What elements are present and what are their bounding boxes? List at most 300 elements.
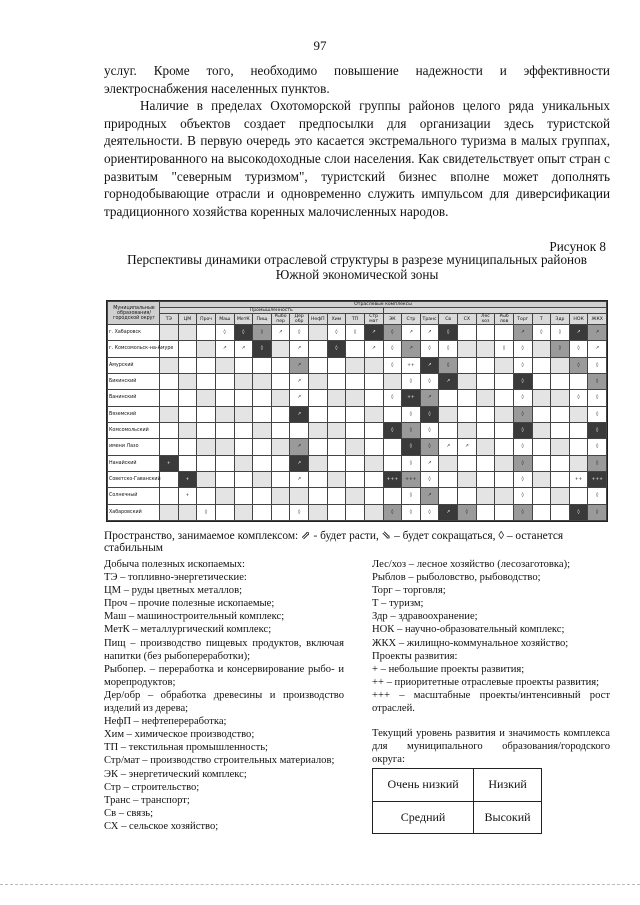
matrix-cell [160,325,179,341]
matrix-cell [346,422,365,438]
matrix-cell: ↗ [588,325,607,341]
matrix-cell [532,406,551,422]
matrix-cell [439,455,458,471]
row-label: Хабаровский [108,504,160,520]
abbreviation-item: Проекты развития: [372,650,458,662]
matrix-cell [364,488,383,504]
matrix-cell [253,406,272,422]
industry-header: Промышленность [160,308,384,314]
matrix-cell [309,471,328,487]
page-bottom-edge [0,884,640,885]
matrix-cell: ◊ [420,406,439,422]
matrix-cell: ◊ [513,455,532,471]
column-header: Проч [197,314,216,325]
column-header: Т [532,314,551,325]
matrix-cell [197,455,216,471]
matrix-cell: ◊ [551,325,570,341]
matrix-cell: ↗ [569,325,588,341]
matrix-cell [495,455,514,471]
matrix-cell [569,422,588,438]
matrix-cell: ↗ [420,325,439,341]
abbreviation-item: НефП – нефтепереработка; [104,716,227,728]
matrix-cell [495,325,514,341]
matrix-cell [364,390,383,406]
matrix-cell [234,471,253,487]
matrix-cell [309,439,328,455]
matrix-cell [197,439,216,455]
matrix-cell [215,504,234,520]
level-note: Текущий уровень развития и значимость комплекса для муниципального образования/городского округа: [372,728,610,766]
matrix-cell [346,341,365,357]
matrix-cell: ◊ [420,439,439,455]
matrix-cell [476,455,495,471]
matrix-cell [532,504,551,520]
matrix-cell [197,341,216,357]
matrix-cell [532,471,551,487]
matrix-cell: ◊ [588,488,607,504]
matrix-cell [327,488,346,504]
matrix-cell [551,488,570,504]
matrix-cell [309,373,328,389]
figure-label: Рисунок 8 [549,239,606,254]
matrix-cell: ◊ [513,471,532,487]
matrix-cell: +++ [383,471,402,487]
matrix-cell [476,439,495,455]
matrix-cell: ◊ [234,325,253,341]
matrix-cell [532,439,551,455]
row-label: Солнечный [108,488,160,504]
matrix-cell [290,488,309,504]
matrix-cell [197,422,216,438]
matrix-cell: ↗ [420,455,439,471]
matrix-cell [309,357,328,373]
matrix-cell [253,357,272,373]
matrix-cell [346,488,365,504]
column-header: Транс [420,314,439,325]
matrix-cell [197,357,216,373]
matrix-cell: ↗ [439,439,458,455]
matrix-cell [253,504,272,520]
matrix-cell: ++ [402,357,421,373]
matrix-cell: ◊ [383,422,402,438]
matrix-cell [383,406,402,422]
matrix-cell: ◊ [588,373,607,389]
matrix-cell: ↗ [420,357,439,373]
abbreviation-item: Лес/хоз – лесное хозяйство (лесозаготовка); [372,559,571,570]
paragraph: Наличие в пределах Охотоморской группы районов целого ряда уникальных природных объектов создает предпосылки для организации здесь туристской деятельности. В первую очередь это касается экстремального туризма в малых группах, ориентированного на высокодоходные слои населения. Как свидетельствует опыт стран с развитым "северным туризмом", туристский бизнес вполне может дополнять горнодобывающие отрасли и одновременно служить импульсом для диверсификации традиционного хозяйства коренных малочисленных народов. [104,98,610,219]
matrix-cell [532,341,551,357]
level-medium: Средний [373,801,474,834]
matrix-cell [309,325,328,341]
matrix-cell [495,406,514,422]
matrix-cell [495,390,514,406]
table-row [108,406,607,422]
abbreviation-item: +++ – масштабные проекты/интенсивный рост отраслей. [372,689,610,715]
matrix-cell: ↗ [290,406,309,422]
matrix-cell: ◊ [290,504,309,520]
row-label: Ванинский [108,390,160,406]
matrix-cell [253,422,272,438]
abbreviation-item: Св – связь; [104,807,154,819]
matrix-cell [160,439,179,455]
matrix-cell [271,422,290,438]
row-label: Комсомольский [108,422,160,438]
abbreviation-item: Проч – прочие полезные ископаемые; [104,598,275,610]
matrix-cell [476,488,495,504]
matrix-cell [458,422,477,438]
matrix-cell [271,455,290,471]
matrix-cell [476,357,495,373]
matrix-cell [346,455,365,471]
matrix-cell [327,471,346,487]
table-row [108,390,607,406]
matrix-cell [271,504,290,520]
matrix-cell [364,439,383,455]
matrix-cell [476,341,495,357]
matrix-cell [532,357,551,373]
row-label: Нанайский [108,455,160,471]
matrix-cell: ◊ [383,325,402,341]
abbreviation-item: Рыбопер. – переработка и консервирование рыбо- и морепродуктов; [104,663,344,688]
matrix-cell: ◊ [402,439,421,455]
matrix-cell [532,488,551,504]
matrix-cell [383,439,402,455]
matrix-cell [271,357,290,373]
abbreviation-item: Т – туризм; [372,598,424,610]
matrix-cell: ◊ [402,406,421,422]
table-row [108,357,607,373]
row-label: Бикинский [108,373,160,389]
matrix-cell [178,422,197,438]
matrix-cell [569,373,588,389]
matrix-cell: ◊ [253,325,272,341]
matrix-cell: ◊ [513,341,532,357]
matrix-cell [364,455,383,471]
abbreviation-item: НОК – научно-образовательный комплекс; [372,624,565,636]
matrix-cell [495,471,514,487]
matrix-cell [476,325,495,341]
abbreviation-item: Пищ – производство пищевых продуктов, включая напитки (без рыбопереработки); [104,637,344,662]
matrix-cell [215,390,234,406]
abbreviations-left [104,558,344,833]
paragraph: услуг. Кроме того, необходимо повышение надежности и эффективности электроснабжения населенных пунктов. [104,63,610,96]
matrix-cell: ++ [569,471,588,487]
matrix-cell: ↗ [290,455,309,471]
matrix-cell [234,390,253,406]
level-low: Низкий [474,769,542,802]
matrix-cell: ↗ [290,341,309,357]
abbreviation-item: ЖКХ – жилищно-коммунальное хозяйство; [372,637,569,649]
abbreviation-item: ЦМ – руды цветных металлов; [104,585,243,597]
matrix-cell [346,504,365,520]
matrix-cell [551,504,570,520]
column-header: Лес хоз [476,314,495,325]
matrix-cell [253,455,272,471]
matrix-cell: ◊ [513,439,532,455]
matrix-cell: ↗ [290,439,309,455]
matrix-cell [327,439,346,455]
matrix-cell [197,488,216,504]
matrix-cell [160,471,179,487]
matrix-cell [476,373,495,389]
abbreviation-item: Стр/мат – производство строительных материалов; [104,755,335,767]
matrix-cell: ◊ [439,341,458,357]
matrix-cell: ◊ [588,504,607,520]
matrix-cell [253,488,272,504]
body-text [104,62,610,220]
matrix-cell [532,373,551,389]
matrix-cell [215,488,234,504]
matrix-cell [197,406,216,422]
matrix-cell [271,406,290,422]
matrix-cell [383,455,402,471]
matrix-cell [346,439,365,455]
abbreviation-item: ++ – приоритетные отраслевые проекты развития; [372,676,600,688]
table-row [108,373,607,389]
figure-title: Перспективы динамики отраслевой структуры в разрезе муниципальных районов Южной экономической зоны [127,252,587,282]
matrix-cell [551,357,570,373]
matrix-cell [253,373,272,389]
matrix-cell: ◊ [588,422,607,438]
matrix-cell: ◊ [513,488,532,504]
matrix-cell [458,357,477,373]
matrix-cell [346,373,365,389]
matrix-cell [439,488,458,504]
matrix-cell [309,341,328,357]
matrix-cell [271,471,290,487]
matrix-cell [309,406,328,422]
row-label: г. Хабаровск [108,325,160,341]
matrix-cell: ◊ [569,357,588,373]
column-header: ЖКХ [588,314,607,325]
matrix-cell: ◊ [513,422,532,438]
matrix-cell [234,455,253,471]
column-header: ЭК [383,314,402,325]
corner-header: Муниципальные образования/ городской округ [108,302,160,325]
matrix-cell [160,373,179,389]
matrix-cell [327,504,346,520]
matrix-cell [160,488,179,504]
matrix-cell: ◊ [383,341,402,357]
matrix-cell: ↗ [513,325,532,341]
matrix-cell: ↗ [290,471,309,487]
matrix-cell: + [178,488,197,504]
matrix-cell: ◊ [569,341,588,357]
matrix-cell: ◊ [383,390,402,406]
matrix-cell [178,390,197,406]
matrix-cell: ◊ [569,504,588,520]
matrix-cell [458,488,477,504]
matrix-cell: + [178,471,197,487]
matrix-cell [271,373,290,389]
row-label: Амурский [108,357,160,373]
matrix-cell [364,471,383,487]
matrix-cell [160,357,179,373]
matrix-cell [178,504,197,520]
matrix-cell [327,422,346,438]
abbreviation-item: Добыча полезных ископаемых: [104,559,245,570]
matrix-cell: ◊ [402,422,421,438]
matrix-cell: ◊ [420,471,439,487]
table-row [108,422,607,438]
matrix-cell: ↗ [215,341,234,357]
row-label: Вяземский [108,406,160,422]
matrix-cell [160,406,179,422]
matrix-cell [383,373,402,389]
matrix-cell: ◊ [588,455,607,471]
matrix-cell: ◊ [513,390,532,406]
matrix-cell [476,422,495,438]
matrix-cell [569,455,588,471]
matrix-cell: ◊ [513,504,532,520]
matrix-cell: ◊ [402,455,421,471]
matrix-cell [309,504,328,520]
matrix-cell [178,455,197,471]
matrix-cell [532,390,551,406]
abbreviation-item: ТП – текстильная промышленность; [104,742,268,754]
matrix-cell: ◊ [495,341,514,357]
matrix-cell [271,488,290,504]
matrix-cell: ↗ [420,390,439,406]
table-row [108,341,607,357]
abbreviation-item: Хим – химическое производство; [104,729,255,741]
column-header: Пищ [253,314,272,325]
matrix-cell [234,488,253,504]
matrix-cell: ↗ [364,325,383,341]
matrix-cell [439,406,458,422]
matrix-cell: ◊ [215,325,234,341]
matrix-cell [327,357,346,373]
matrix-cell: +++ [402,471,421,487]
abbreviation-item: Рыблов – рыболовство, рыбоводство; [372,572,541,584]
matrix-cell [271,341,290,357]
matrix-cell [551,455,570,471]
matrix-cell [495,422,514,438]
matrix-cell: ↗ [402,325,421,341]
matrix-cell: ↗ [420,488,439,504]
column-header: Хим [327,314,346,325]
matrix-cell [253,390,272,406]
matrix-cell [458,373,477,389]
matrix-cell [160,422,179,438]
matrix-cell: ◊ [439,357,458,373]
table-row [108,455,607,471]
matrix-cell [495,488,514,504]
table-row [108,488,607,504]
matrix-cell [532,422,551,438]
matrix-cell: ◊ [327,341,346,357]
matrix-cell [346,390,365,406]
column-header: Св [439,314,458,325]
level-table [372,768,542,834]
matrix-cell [160,390,179,406]
matrix-cell [197,373,216,389]
matrix-cell [495,439,514,455]
matrix-cell: ◊ [458,504,477,520]
matrix-cell: ++ [402,390,421,406]
matrix-cell: ◊ [327,325,346,341]
matrix-cell: ↗ [439,373,458,389]
matrix-cell [309,390,328,406]
matrix-cell: ◊ [513,406,532,422]
matrix-cell [476,390,495,406]
matrix-cell [346,406,365,422]
matrix-cell: ◊ [383,357,402,373]
matrix-cell [215,406,234,422]
matrix-cell: ◊ [439,325,458,341]
row-label: Советско-Гаванский [108,471,160,487]
matrix-cell [551,422,570,438]
figure-legend: Пространство, занимаемое комплексом: ⇗ - будет расти, ⇘ – будет сокращаться, ◊ – останется стабильным [104,530,564,554]
column-header: Маш [215,314,234,325]
matrix-cell [253,439,272,455]
matrix-cell: ◊ [420,373,439,389]
matrix-cell: ◊ [346,325,365,341]
matrix-cell [476,471,495,487]
abbreviation-item: Маш – машиностроительный комплекс; [104,611,285,623]
matrix-cell [215,471,234,487]
matrix-cell: ◊ [383,504,402,520]
matrix-cell: ◊ [532,325,551,341]
matrix-cell [364,422,383,438]
matrix-cell [495,357,514,373]
matrix-cell [215,439,234,455]
matrix-cell [495,504,514,520]
matrix-cell: ↗ [290,373,309,389]
abbreviation-item: ТЭ – топливно-энергетические: [104,572,247,584]
matrix-cell [309,422,328,438]
column-header: Рыбо пер [271,314,290,325]
row-label: имени Лазо [108,439,160,455]
matrix-cell [458,455,477,471]
matrix-cell [178,357,197,373]
matrix-cell: ◊ [197,504,216,520]
industry-matrix [106,300,608,522]
matrix-cell [271,390,290,406]
matrix-cell [551,390,570,406]
group-header: Отраслевые комплексы [160,302,607,308]
abbreviation-item: + – небольшие проекты развития; [372,663,525,675]
column-header: Стр [402,314,421,325]
matrix-cell [458,390,477,406]
column-header: Здр [551,314,570,325]
abbreviation-item: ЭК – энергетический комплекс; [104,768,247,780]
column-header: ТП [346,314,365,325]
matrix-cell: ↗ [588,341,607,357]
matrix-cell [290,422,309,438]
matrix-cell: ◊ [588,406,607,422]
matrix-cell [234,406,253,422]
column-header: Стр мат [364,314,383,325]
matrix-cell [551,406,570,422]
table-row [108,325,607,341]
matrix-cell: ◊ [569,390,588,406]
matrix-cell [327,406,346,422]
matrix-cell [439,390,458,406]
matrix-cell [178,406,197,422]
table-row [108,504,607,520]
table-row [108,471,607,487]
matrix-cell [327,455,346,471]
matrix-cell [569,406,588,422]
matrix-cell [178,325,197,341]
matrix-cell [364,357,383,373]
matrix-cell [215,455,234,471]
column-header: ЦМ [178,314,197,325]
matrix-cell [197,471,216,487]
abbreviation-item: Транс – транспорт; [104,794,190,806]
column-header: МетК [234,314,253,325]
